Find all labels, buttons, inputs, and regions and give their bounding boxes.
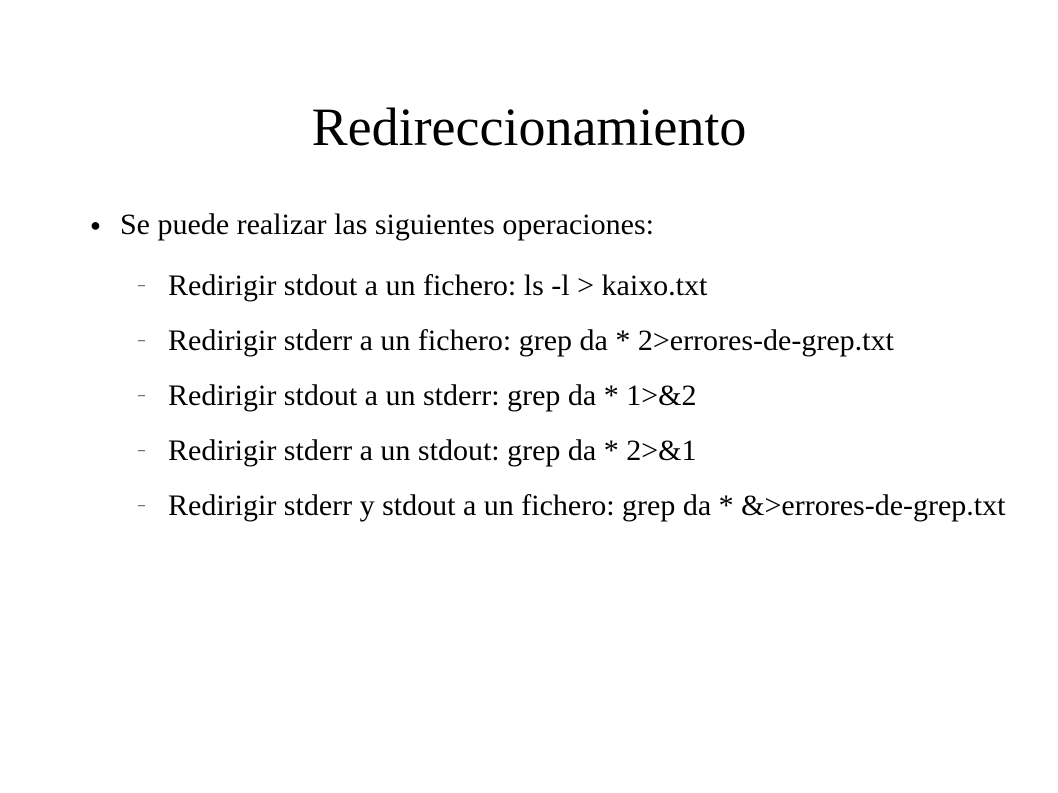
- dash-icon: –: [138, 333, 145, 348]
- dash-icon: –: [138, 388, 145, 403]
- sub-bullet-list: [138, 268, 1018, 543]
- dash-icon: –: [138, 443, 145, 458]
- sub-bullet-text: Redirigir stdout a un stderr: grep da * 1>&2: [168, 379, 697, 412]
- slide-title: Redireccionamiento: [311, 97, 747, 157]
- sub-bullet-item: [138, 488, 1018, 524]
- sub-bullet-text: Redirigir stderr a un stdout: grep da * 2>&1: [168, 434, 697, 467]
- sub-bullet-text: Redirigir stdout a un fichero: ls -l > kaixo.txt: [168, 269, 708, 302]
- sub-bullet-item: [138, 268, 1018, 304]
- main-bullet-text: Se puede realizar las siguientes operaciones:: [120, 208, 654, 241]
- sub-bullet-item: [138, 433, 1018, 469]
- sub-bullet-text: Redirigir stderr y stdout a un fichero: grep da * &>errores-de-grep.txt: [168, 489, 1006, 522]
- sub-bullet-item: [138, 323, 1018, 359]
- bullet-dot-icon: ●: [90, 215, 101, 235]
- sub-bullet-item: [138, 378, 1018, 414]
- dash-icon: –: [138, 498, 145, 513]
- sub-bullet-text: Redirigir stderr a un fichero: grep da * 2>errores-de-grep.txt: [168, 324, 894, 357]
- dash-icon: –: [138, 278, 145, 293]
